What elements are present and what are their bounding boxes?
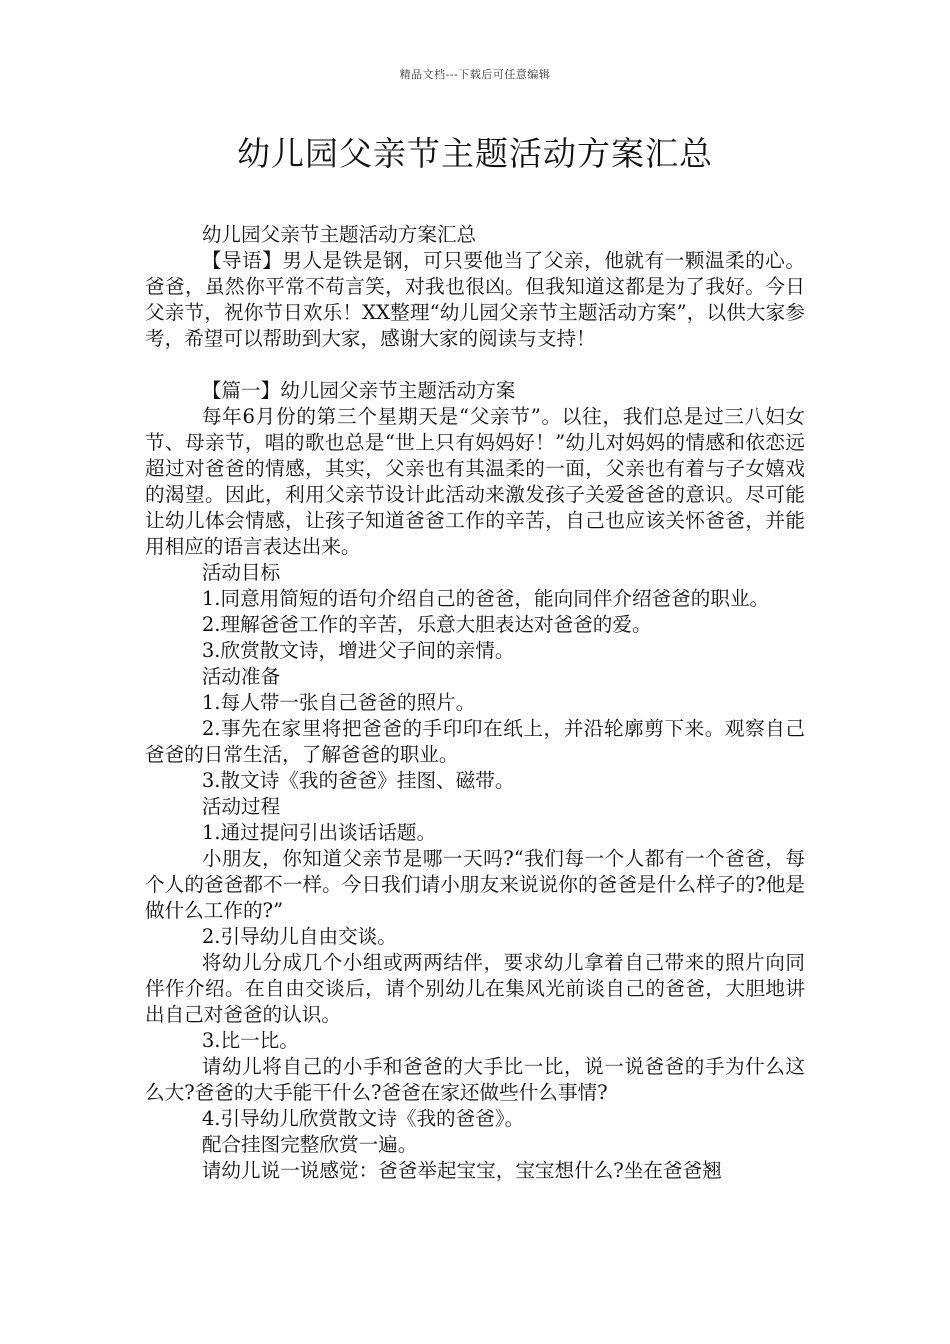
header-note: 精品文档---下载后可任意编辑	[399, 68, 551, 81]
intro-paragraph: 【导语】男人是铁是钢，可只要他当了父亲，他就有一颗温柔的心。爸爸，虽然你平常不苟言笑，对我也很凶。但我知道这都是为了我好。今日父亲节，祝你节日欢乐！XX整理“幼儿园父亲节主题活动方案”，以供大家参考，希望可以帮助到大家，感谢大家的阅读与支持！	[145, 249, 805, 350]
body-paragraph: 小朋友，你知道父亲节是哪一天吗?“我们每一个人都有一个爸爸，每个人的爸爸都不一样。今日我们请小朋友来说说你的爸爸是什么样子的?他是做什么工作的?”	[145, 847, 805, 922]
document-body	[145, 222, 805, 1184]
list-item: 1.每人带一张自己爸爸的照片。	[201, 691, 476, 714]
body-paragraph: 请幼儿将自己的小手和爸爸的大手比一比，说一说爸爸的手为什么这么大?爸爸的大手能干什么?爸爸在家还做些什么事情?	[145, 1055, 805, 1104]
subheading: 活动准备	[201, 665, 281, 688]
list-item: 4.引导幼儿欣赏散文诗《我的爸爸》。	[201, 1107, 525, 1130]
list-item: 3.散文诗《我的爸爸》挂图、磁带。	[201, 769, 515, 792]
list-item: 3.欣赏散文诗，增进父子间的亲情。	[201, 639, 515, 662]
document-title: 幼儿园父亲节主题活动方案汇总	[237, 134, 713, 173]
body-paragraph: 请幼儿说一说感觉：爸爸举起宝宝，宝宝想什么?坐在爸爸翘	[201, 1159, 722, 1182]
list-item: 1.通过提问引出谈话话题。	[201, 821, 437, 844]
body-paragraph: 每年6月份的第三个星期天是“父亲节”。以往，我们总是过三八妇女节、母亲节，唱的歌也总是“世上只有妈妈好！”幼儿对妈妈的情感和依恋远超过对爸爸的情感，其实，父亲也有其温柔的一面，父亲也有着与子女嬉戏的渴望。因此，利用父亲节设计此活动来激发孩子关爱爸爸的意识。尽可能让幼儿体会情感，让孩子知道爸爸工作的辛苦，自己也应该关怀爸爸，并能用相应的语言表达出来。	[145, 405, 805, 558]
subtitle-paragraph: 幼儿园父亲节主题活动方案汇总	[201, 223, 477, 246]
subheading: 活动目标	[201, 561, 281, 584]
list-item: 2.引导幼儿自由交谈。	[201, 925, 397, 948]
body-paragraph: 配合挂图完整欣赏一遍。	[201, 1133, 418, 1156]
section-heading: 【篇一】幼儿园父亲节主题活动方案	[201, 379, 516, 402]
list-item: 2.理解爸爸工作的辛苦，乐意大胆表达对爸爸的爱。	[201, 613, 652, 636]
subheading: 活动过程	[201, 795, 281, 818]
list-item: 3.比一比。	[201, 1029, 299, 1052]
list-item: 2.事先在家里将把爸爸的手印印在纸上，并沿轮廓剪下来。观察自己爸爸的日常生活，了解爸爸的职业。	[145, 717, 805, 766]
body-paragraph: 将幼儿分成几个小组或两两结伴，要求幼儿拿着自己带来的照片向同伴作介绍。在自由交谈后，请个别幼儿在集风光前谈自己的爸爸，大胆地讲出自己对爸爸的认识。	[145, 951, 805, 1026]
list-item: 1.同意用简短的语句介绍自己的爸爸，能向同伴介绍爸爸的职业。	[201, 587, 770, 610]
